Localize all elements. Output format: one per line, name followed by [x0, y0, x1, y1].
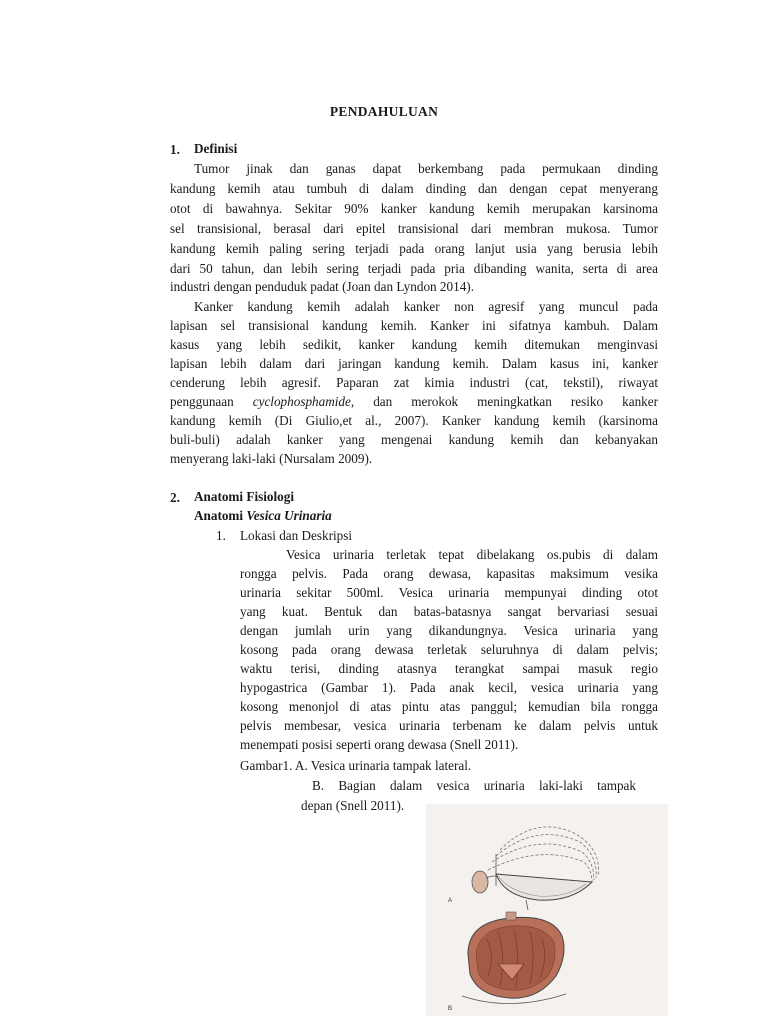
paragraph-line: hypogastrica (Gambar 1). Pada anak kecil, vesica urinaria yang — [240, 680, 658, 695]
italic-term: cyclophosphamide — [252, 394, 351, 409]
paragraph-line: lapisan lebih dalam dari jaringan kandung kemih. Dalam kasus ini, kanker — [170, 356, 658, 371]
page-title: PENDAHULUAN — [329, 104, 439, 119]
paragraph-line: industri dengan penduduk padat (Joan dan Lyndon 2014). — [170, 279, 474, 294]
paragraph-line: kosong pada orang dewasa terletak seluruhnya di dalam pelvis; — [240, 642, 658, 657]
text-run: Anatomi — [194, 508, 247, 523]
paragraph-line: cenderung lebih agresif. Paparan zat kimia industri (cat, tekstil), riwayat — [170, 375, 658, 390]
figure-caption-line: B. Bagian dalam vesica urinaria laki-laki tampak — [312, 778, 636, 793]
paragraph-line: kandung kemih atau tumbuh di dalam dinding dan dengan cepat menyerang — [170, 181, 658, 196]
paragraph-line: kandung kemih (Di Giulio,et al., 2007). Kanker kandung kemih (karsinoma — [170, 413, 658, 428]
figure-caption-line: Gambar1. A. Vesica urinaria tampak lateral. — [240, 758, 472, 773]
section-1-number: 1. — [170, 142, 180, 157]
subsection-heading — [194, 507, 332, 525]
figure-caption-line: depan (Snell 2011). — [301, 798, 405, 813]
paragraph-line: Kanker kandung kemih adalah kanker non agresif yang muncul pada — [194, 299, 658, 314]
paragraph-line — [170, 393, 658, 411]
paragraph-line: lapisan sel transisional kandung kemih. Kanker ini sifatnya kambuh. Dalam — [170, 318, 658, 333]
paragraph-line: yang kuat. Bentuk dan batas-batasnya sangat bervariasi sesuai — [240, 604, 658, 619]
paragraph-line: menyerang laki-laki (Nursalam 2009). — [170, 451, 373, 466]
paragraph-line: dengan jumlah urin yang dikandungnya. Vesica urinaria yang — [240, 623, 658, 638]
section-2-number: 2. — [170, 490, 180, 505]
paragraph-line: waktu terisi, dinding atasnya terangkat sampai masuk regio — [240, 661, 658, 676]
panel-a-label: A — [448, 898, 453, 904]
paragraph-line: Tumor jinak dan ganas dapat berkembang pada permukaan dinding — [194, 161, 658, 176]
panel-b-label: B — [448, 1006, 453, 1012]
section-2-heading: Anatomi Fisiologi — [194, 489, 295, 504]
paragraph-line: dari 50 tahun, dan lebih sering terjadi pada pria dibanding wanita, serta di area — [170, 261, 658, 276]
figure-panel-a — [448, 827, 599, 910]
section-1-heading: Definisi — [194, 141, 238, 156]
list-number: 1. — [216, 528, 226, 543]
figure-panel-b — [448, 912, 566, 1012]
paragraph-line: kosong menonjol di atas pintu atas panggul; kemudian bila rongga — [240, 699, 658, 714]
paragraph-line: menempati posisi seperti orang dewasa (Snell 2011). — [240, 737, 519, 752]
paragraph-line: buli-buli) adalah kanker yang mengenai kandung kemih dan kebanyakan — [170, 432, 658, 447]
text-run: , dan merokok meningkatkan resiko kanker — [350, 394, 658, 409]
anatomy-figure — [426, 804, 668, 1016]
paragraph-line: urinaria sekitar 500ml. Vesica urinaria mempunyai dinding otot — [240, 585, 658, 600]
paragraph-line: kandung kemih paling sering terjadi pada orang lanjut usia yang berusia lebih — [170, 241, 658, 256]
bladder-illustration — [426, 804, 668, 1016]
paragraph-line: otot di bawahnya. Sekitar 90% kanker kandung kemih merupakan karsinoma — [170, 201, 658, 216]
list-heading: Lokasi dan Deskripsi — [240, 528, 353, 543]
italic-term: Vesica Urinaria — [246, 508, 332, 523]
paragraph-line: sel transisional, berasal dari epitel transisional dari membran mukosa. Tumor — [170, 221, 658, 236]
paragraph-line: pelvis membesar, vesica urinaria terbenam ke dalam pelvis untuk — [240, 718, 658, 733]
paragraph-line: Vesica urinaria terletak tepat dibelakang os.pubis di dalam — [286, 547, 658, 562]
paragraph-line: kasus yang lebih sedikit, kanker kandung kemih ditemukan menginvasi — [170, 337, 658, 352]
paragraph-line: rongga pelvis. Pada orang dewasa, kapasitas maksimum vesika — [240, 566, 658, 581]
text-run: penggunaan — [170, 394, 253, 409]
